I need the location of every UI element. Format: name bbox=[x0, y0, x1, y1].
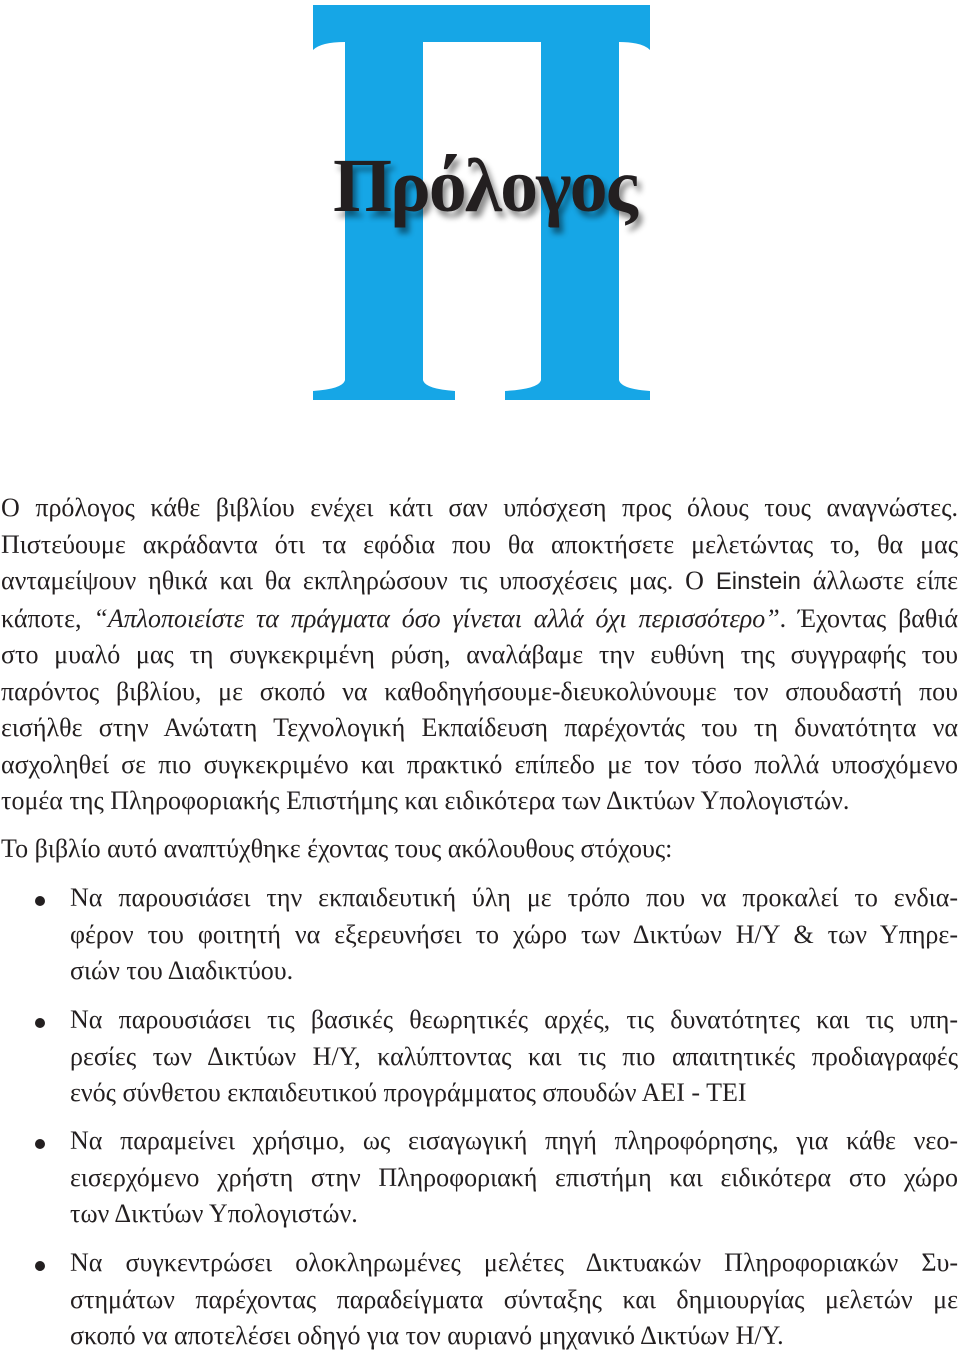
goal-text bbox=[70, 1123, 958, 1233]
paragraph-line: Πιστεύουμε ακράδαντα ότι τα εφόδια που θα αποκτήσετε μελετώντας το, θα μας bbox=[1, 529, 958, 559]
goals-intro bbox=[1, 831, 958, 868]
paragraph-line: στο μυαλό μας τη συγκεκριμένη ρύση, αναλάβαμε την ευθύνη της συγγραφής του bbox=[1, 640, 958, 669]
goal-item bbox=[0, 1002, 960, 1112]
goal-line: ρεσίες των Δικτύων Η/Υ, καλύπτοντας και τις πιο απαιτητικές προδιαγραφές bbox=[70, 1041, 958, 1071]
paragraph-line bbox=[1, 601, 958, 638]
line-text: ανταμείψουν ηθικά και θα εκπληρώσουν τις υποσχέσεις μας. Ο bbox=[1, 566, 716, 595]
line-text: άλλωστε είπε bbox=[800, 566, 958, 595]
paragraph-line: εισήλθε στην Ανώτατη Τεχνολογική Εκπαίδευση παρέχοντάς του τη δυνατότητα να bbox=[1, 713, 958, 742]
paragraph-line: παρόντος βιβλίου, με σκοπό να καθοδηγήσουμε-διευκολύνουμε τον σπουδαστή που bbox=[1, 676, 958, 706]
goal-line: Να παρουσιάσει τις βασικές θεωρητικές αρχές, τις δυνατότητες και τις υπη- bbox=[70, 1005, 958, 1034]
bullet-icon bbox=[35, 1139, 45, 1149]
goal-line: ενός σύνθετου εκπαιδευτικού προγράμματος σπουδών ΑΕΙ - ΤΕΙ bbox=[70, 1078, 747, 1107]
bullet-icon bbox=[35, 896, 45, 906]
einstein-quote: “Απλοποιείστε τα πράγματα όσο γίνεται αλλά όχι περισσότερο” bbox=[93, 603, 780, 633]
goal-text bbox=[70, 880, 958, 990]
line-text: . Έχοντας βαθιά bbox=[779, 603, 958, 633]
goal-line: σκοπό να αποτελέσει οδηγό για τον αυριανό μηχανικό Δικτύων Η/Υ. bbox=[70, 1321, 784, 1350]
goal-line: στημάτων παρέχοντας παραδείγματα σύνταξης και δημιουργίας μελετών με bbox=[70, 1284, 958, 1314]
goal-line: Να συγκεντρώσει ολοκληρωμένες μελέτες Δικτυακών Πληροφοριακών Συ- bbox=[70, 1248, 958, 1277]
goal-line: εισερχόμενο χρήστη στην Πληροφοριακή επιστήμη και ειδικότερα στο χώρο bbox=[70, 1162, 958, 1192]
goal-item bbox=[0, 880, 960, 990]
intro-paragraph bbox=[1, 490, 958, 820]
goal-line: Να παραμείνει χρήσιμο, ως εισαγωγική πηγή πληροφόρησης, για κάθε νεο- bbox=[70, 1126, 958, 1155]
goal-line: Να παρουσιάσει την εκπαιδευτική ύλη με τρόπο που να προκαλεί το ενδια- bbox=[70, 883, 958, 912]
goal-item bbox=[0, 1123, 960, 1233]
goal-text bbox=[70, 1002, 958, 1112]
paragraph-line: Ο πρόλογος κάθε βιβλίου ενέχει κάτι σαν υπόσχεση προς όλους τους αναγνώστες. bbox=[1, 493, 958, 522]
paragraph-line bbox=[1, 563, 958, 601]
page-title: Πρόλογος bbox=[333, 144, 636, 228]
goal-item bbox=[0, 1245, 960, 1355]
paragraph-line: ασχοληθεί σε πιο συγκεκριμένο και πρακτικό επίπεδο με τον τόσο πολλά υποσχόμενο bbox=[1, 749, 958, 779]
bullet-icon bbox=[35, 1261, 45, 1271]
bullet-icon bbox=[35, 1018, 45, 1028]
goal-line: των Δικτύων Υπολογιστών. bbox=[70, 1199, 358, 1228]
goals-intro-text: Το βιβλίο αυτό αναπτύχθηκε έχοντας τους ακόλουθους στόχους: bbox=[1, 834, 673, 863]
goal-line: σιών του Διαδικτύου. bbox=[70, 956, 294, 985]
einstein-name: Einstein bbox=[715, 568, 801, 595]
goal-text bbox=[70, 1245, 958, 1355]
line-text: κάποτε, bbox=[1, 603, 94, 633]
goal-line: φέρον του φοιτητή να εξερευνήσει το χώρο των Δικτύων Η/Υ & των Υπηρε- bbox=[70, 919, 958, 949]
paragraph-line: τομέα της Πληροφοριακής Επιστήμης και ειδικότερα των Δικτύων Υπολογιστών. bbox=[1, 786, 850, 815]
